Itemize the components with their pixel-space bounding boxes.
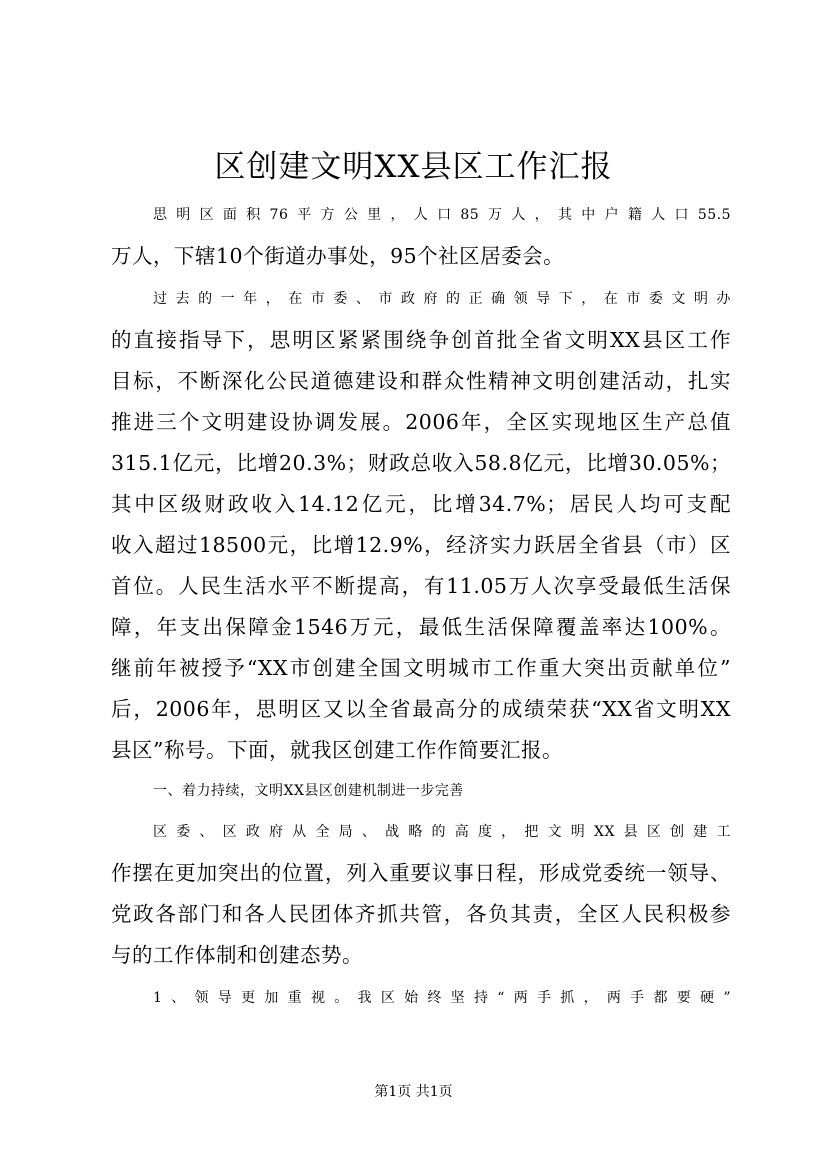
paragraph-line: 315.1亿元，比增20.3%；财政总收入58.8亿元，比增30.05%； [111,451,731,475]
page-footer: 第1页 共1页 [374,1084,453,1100]
paragraph-line: 收入超过18500元，比增12.9%，经济实力跃居全省县（市）区 [111,533,731,557]
paragraph-line: 思明区面积76平方公里，人口85万人，其中户籍人口55.5 [153,207,731,223]
paragraph-line: 与的工作体制和创建态势。 [111,943,363,967]
paragraph-line: 目标，不断深化公民道德建设和群众性精神文明创建活动，扎实 [111,369,731,393]
paragraph-line: 的直接指导下，思明区紧紧围绕争创首批全省文明XX县区工作 [111,328,731,352]
document-title: 区创建文明XX县区工作汇报 [214,149,613,185]
paragraph-line: 区委、区政府从全局、战略的高度，把文明XX县区创建工 [153,824,731,840]
paragraph-line: 首位。人民生活水平不断提高，有11.05万人次享受最低生活保 [111,574,731,598]
paragraph-line: 继前年被授予“XX市创建全国文明城市工作重大突出贡献单位” [111,656,731,680]
paragraph-line: 万人，下辖10个街道办事处，95个社区居委会。 [111,244,565,268]
paragraph [111,279,731,771]
document-body [111,195,731,1019]
paragraph-line: 障，年支出保障金1546万元，最低生活保障覆盖率达100%。 [111,615,731,639]
paragraph-line: 推进三个文明建设协调发展。2006年，全区实现地区生产总值 [111,410,731,434]
paragraph [111,978,731,1019]
paragraph-line: 县区”称号。下面，就我区创建工作作简要汇报。 [111,738,563,762]
paragraph-line: 其中区级财政收入14.12亿元，比增34.7%；居民人均可支配 [111,492,731,516]
paragraph-line: 党政各部门和各人民团体齐抓共管，各负其责，全区人民积极参 [111,902,731,926]
section-heading-line: 一、着力持续，文明XX县区创建机制进一步完善 [153,783,464,799]
paragraph [111,195,731,277]
paragraph-line: 作摆在更加突出的位置，列入重要议事日程，形成党委统一领导、 [111,861,731,885]
paragraph-line: 过去的一年，在市委、市政府的正确领导下，在市委文明办 [153,291,731,307]
paragraph [111,812,731,976]
section-heading [111,771,731,812]
paragraph-line: 后，2006年，思明区又以全省最高分的成绩荣获“XX省文明XX [111,697,731,721]
paragraph-line: 1、领导更加重视。我区始终坚持“两手抓，两手都要硬” [153,990,731,1006]
